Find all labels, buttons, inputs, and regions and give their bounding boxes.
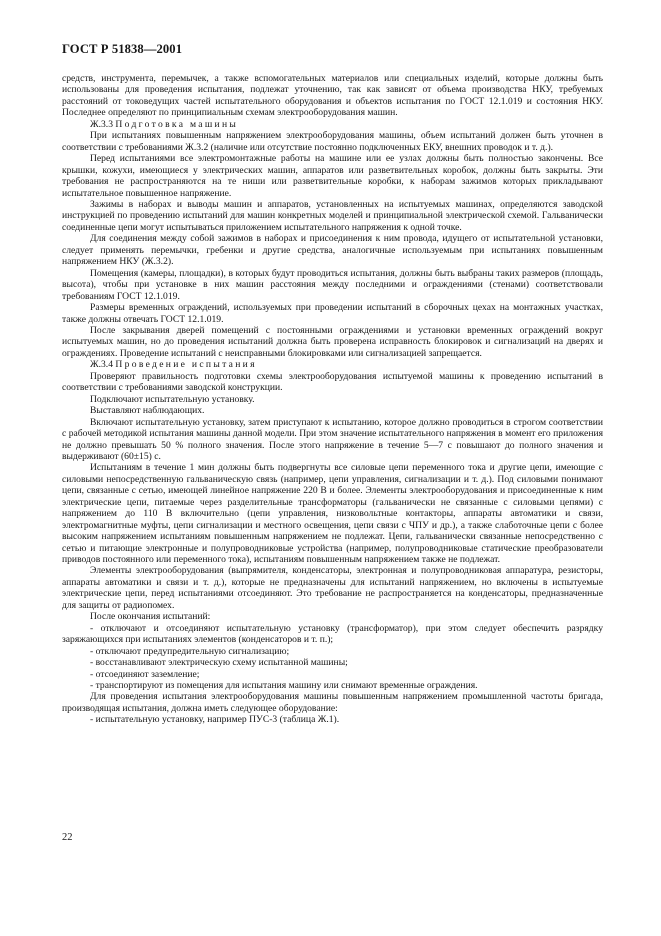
list-item: - отключают предупредительную сигнализацию; bbox=[90, 645, 290, 657]
section-title: Проведение испытания bbox=[115, 359, 257, 371]
list-item: - восстанавливают электрическую схему испытанной машины; bbox=[90, 657, 348, 669]
paragraph: После окончания испытаний: bbox=[90, 611, 211, 623]
page-header: ГОСТ Р 51838—2001 bbox=[62, 42, 183, 56]
section-heading bbox=[62, 359, 603, 370]
list-item: - отключают и отсоединяют испытательную установку (трансформатор), при этом следует обеспечить разрядку заряжающихся при испытаниях элементов (конденсаторов и т. п.); bbox=[62, 622, 603, 646]
section-number: Ж.3.3 bbox=[90, 118, 113, 130]
section-heading bbox=[62, 119, 603, 130]
paragraph: Элементы электрооборудования (выпрямителя, конденсаторы, электронная и полупроводниковая аппаратура, резисторы, аппараты автоматики и связи и т. д.), которые не предназначены для испытаний напряжением, но включены в испытуемые электрические цепи, перед испытаниями отсоединяют. Это требование не распространяется на конденсаторы, предназначенные для защиты от радиопомех. bbox=[62, 565, 603, 611]
paragraph: Включают испытательную установку, затем приступают к испытанию, которое должно проводиться в строгом соответствии с рабочей методикой испытания машины данной модели. При этом значение испытательного напряжения в момент его приложения не должно превышать 50 % полного значения. После этого напряжение в течение 5—7 с повышают до полного значения и выдерживают (60±15) с. bbox=[62, 416, 603, 462]
paragraph: Зажимы в наборах и выводы машин и аппаратов, установленных на испытуемых машинах, определяются заводской инструкцией по проведению испытаний для машин конкретных моделей и принципиальной электрической схемой. Гальванически соединенные цепи могут испытываться приложением испытательного напряжения к одной точке. bbox=[62, 198, 603, 233]
list-item: - испытательную установку, например ПУС-3 (таблица Ж.1). bbox=[90, 714, 340, 726]
paragraph: Для проведения испытания электрооборудования машины повышенным напряжением промышленной частоты бригада, производящая испытания, должна иметь следующее оборудование: bbox=[62, 691, 603, 714]
document-body bbox=[62, 73, 603, 726]
list-item: - отсоединяют заземление; bbox=[90, 668, 200, 680]
page-number: 22 bbox=[62, 832, 73, 843]
paragraph: Выставляют наблюдающих. bbox=[90, 405, 205, 417]
section-title: Подготовка машины bbox=[115, 118, 239, 130]
paragraph: При испытаниях повышенным напряжением электрооборудования машины, объем испытаний должен быть уточнен в соответствии с требованиями Ж.3.2 (наличие или отсутствие постоянно подключенных ЕКУ, внешних проводок и т. д.). bbox=[62, 130, 603, 153]
paragraph: Помещения (камеры, площадки), в которых будут проводиться испытания, должны быть выбраны таких размеров (площадь, высота), чтобы при установке в них машин расстояния между последними и ограждениями (стенами) соответствовали требованиям ГОСТ 12.1.019. bbox=[62, 267, 603, 302]
paragraph: После закрывания дверей помещений с постоянными ограждениями и установки временных ограждений вокруг испытуемых машин, но до проведения испытаний должна быть проверена исправность блокировок и сигнализаций на дверях и ограждениях. Проведение испытаний с неисправными блокировками или сигнализацией запрещается. bbox=[62, 324, 603, 359]
paragraph: Испытаниям в течение 1 мин должны быть подвергнуты все силовые цепи переменного тока и другие цепи, имеющие с силовыми непосредственную гальваническую связь (например, цепи управления, сигнализации и т. д.). Под силовыми понимают цепи, связанные с сетью, имеющей линейное напряжение 220 В и более. Элементы электрооборудования и присоединенные к ним электрические цепи, питаемые через разделительные трансформаторы (гальванически не связанные с силовыми цепями) с напряжением до 110 В включительно (цепи управления, низковольтные контакторы, аппараты автоматики и связи, электромагнитные муфты, цепи сигнализации и местного освещения, цепи связи с ЧПУ и др.), а также слаботочные цепи с более высоким напряжением испытаниям повышенным напряжением не подлежат. Цепи, гальванически связанные непосредственно с сетью и питающие электронные и полупроводниковые устройства (например, полупроводниковые статические преобразователи приводов постоянного или переменного тока), испытаниям повышенным напряжением также не подлежат. bbox=[62, 462, 603, 566]
list-item: - транспортируют из помещения для испытания машину или снимают временные ограждения. bbox=[90, 680, 478, 692]
paragraph: Подключают испытательную установку. bbox=[90, 393, 255, 405]
section-number: Ж.3.4 bbox=[90, 359, 113, 371]
paragraph: Перед испытаниями все электромонтажные работы на машине или ее узлах должны быть полностью закончены. Все крышки, кожухи, имеющиеся у электрических машин, аппаратов или разветвительных коробок, должны быть закрыты. Эти требования не распространяются на те ниши или разветвительные коробки, к наборам зажимов которых прикладывают испытательное повышенное напряжение. bbox=[62, 153, 603, 199]
paragraph: Для соединения между собой зажимов в наборах и присоединения к ним провода, идущего от испытательной установки, следует применять перемычки, гребенки и другие средства, аналогичные используемым при испытаниях повышенным напряжением НКУ (Ж.3.2). bbox=[62, 233, 603, 268]
paragraph: Проверяют правильность подготовки схемы электрооборудования испытуемой машины к проведению испытаний в соответствии с требованиями заводской конструкции. bbox=[62, 370, 603, 394]
paragraph: средств, инструмента, перемычек, а также вспомогательных материалов или специальных изделий, которые должны быть использованы для проведения испытания, подлежат уточнению, так как зависят от объема производства НКУ, требуемых расстояний от токоведущих частей испытательного оборудования и объектов испытания по ГОСТ 12.1.019 и состояния НКУ. Последнее определяют по принципиальным схемам электрооборудования машин. bbox=[62, 73, 603, 119]
paragraph: Размеры временных ограждений, используемых при проведении испытаний в сборочных цехах на монтажных участках, также должны отвечать ГОСТ 12.1.019. bbox=[62, 302, 603, 325]
